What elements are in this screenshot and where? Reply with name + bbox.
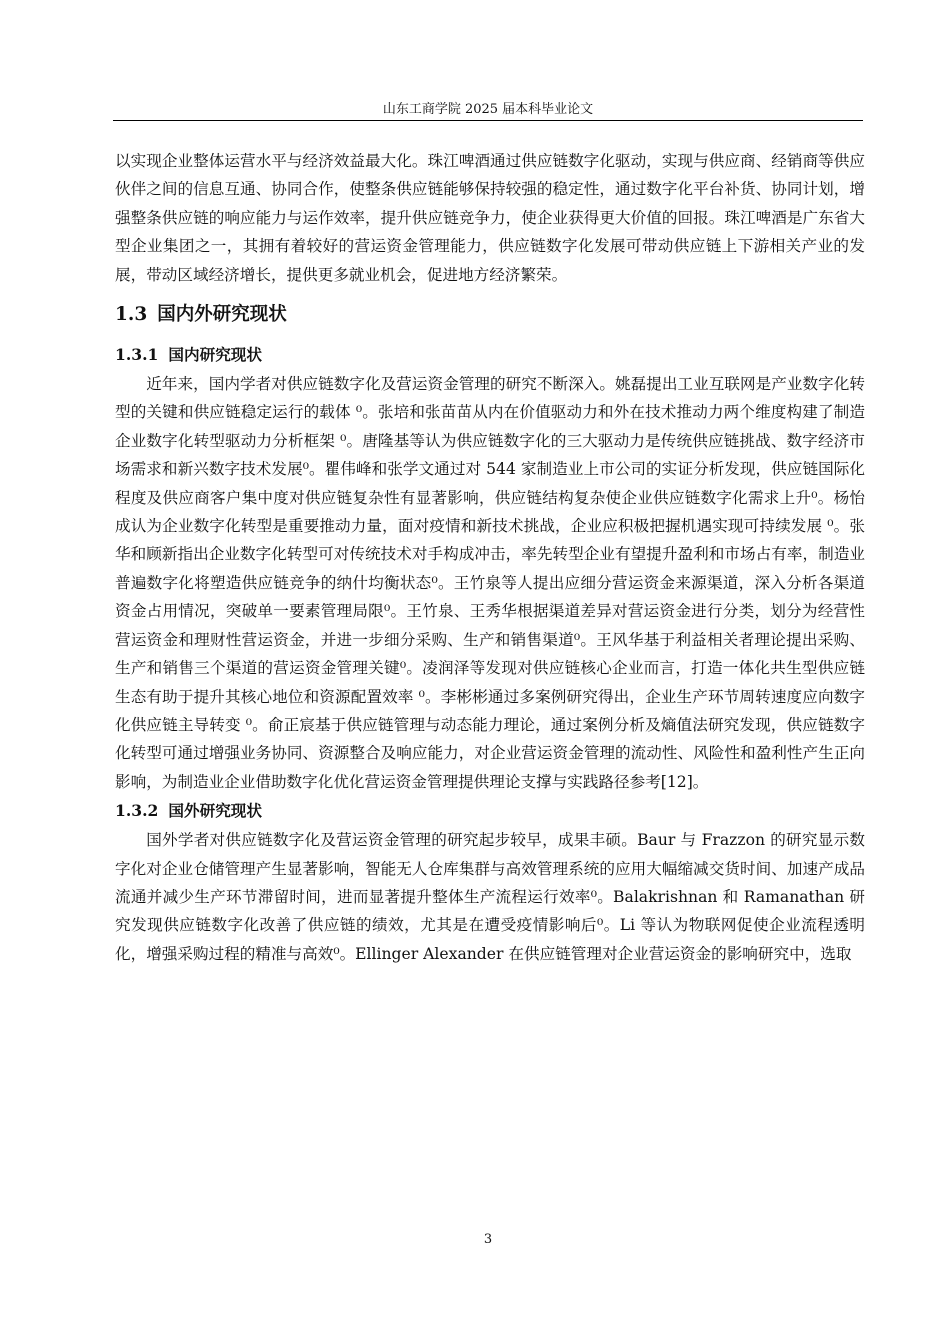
subsection-title: 国外研究现状 (168, 801, 262, 821)
page-body (115, 147, 865, 968)
domestic-paragraph: 近年来，国内学者对供应链数字化及营运资金管理的研究不断深入。姚磊提出工业互联网是产业数字化转型的关键和供应链稳定运行的载体 ⁰。张培和张苗苗从内在价值驱动力和外在技术推动力两个维度构建了制造企业数字化转型驱动力分析框架 ⁰。唐隆基等认为供应链数字化的三大驱动力是传统供应链挑战、数字经济市场需求和新兴数字技术发展⁰。瞿伟峰和张学文通过对 544 家制造业上市公司的实证分析发现，供应链国际化程度及供应商客户集中度对供应链复杂性有显著影响，供应链结构复杂使企业供应链数字化需求上升⁰。杨怡成认为企业数字化转型是重要推动力量，面对疫情和新技术挑战，企业应积极把握机遇实现可持续发展 ⁰。张华和顾新指出企业数字化转型可对传统技术对手构成冲击，率先转型企业有望提升盈利和市场占有率，制造业普遍数字化将塑造供应链竞争的纳什均衡状态⁰。王竹泉等人提出应细分营运资金来源渠道，深入分析各渠道资金占用情况，突破单一要素管理局限⁰。王竹泉、王秀华根据渠道差异对营运资金进行分类，划分为经营性营运资金和理财性营运资金，并进一步细分采购、生产和销售渠道⁰。王风华基于利益相关者理论提出采购、生产和销售三个渠道的营运资金管理关键⁰。凌润泽等发现对供应链核心企业而言，打造一体化共生型供应链生态有助于提升其核心地位和资源配置效率 ⁰。李彬彬通过多案例研究得出，企业生产环节周转速度应向数字化供应链主导转变 ⁰。俞正宸基于供应链管理与动态能力理论，通过案例分析及熵值法研究发现，供应链数字化转型可通过增强业务协同、资源整合及响应能力，对企业营运资金管理的流动性、风险性和盈利性产生正向影响，为制造业企业借助数字化优化营运资金管理提供理论支撑与实践路径参考[12]。 (115, 375, 865, 791)
section-title: 国内外研究现状 (157, 304, 287, 326)
subsection-heading-foreign (115, 796, 865, 826)
subsection-title: 国内研究现状 (168, 345, 262, 365)
header-rule (113, 120, 863, 121)
running-header: 山东工商学院 2025 届本科毕业论文 (382, 102, 594, 117)
subsection-number: 1.3.2 (115, 801, 159, 821)
section-number: 1.3 (115, 304, 148, 326)
subsection-heading-domestic (115, 340, 865, 370)
subsection-number: 1.3.1 (115, 345, 159, 365)
section-heading (115, 300, 865, 330)
intro-paragraph: 以实现企业整体运营水平与经济效益最大化。珠江啤酒通过供应链数字化驱动，实现与供应商、经销商等供应伙伴之间的信息互通、协同合作，使整条供应链能够保持较强的稳定性，通过数字化平台补货、协同计划，增强整条供应链的响应能力与运作效率，提升供应链竞争力，使企业获得更大价值的回报。珠江啤酒是广东省大型企业集团之一，其拥有着较好的营运资金管理能力，供应链数字化发展可带动供应链上下游相关产业的发展，带动区域经济增长，提供更多就业机会，促进地方经济繁荣。 (115, 152, 865, 284)
page-number: 3 (483, 1232, 493, 1247)
foreign-paragraph: 国外学者对供应链数字化及营运资金管理的研究起步较早，成果丰硕。Baur 与 Frazzon 的研究显示数字化对企业仓储管理产生显著影响，智能无人仓库集群与高效管理系统的应用大幅缩减交货时间、加速产成品流通并减少生产环节滞留时间，进而显著提升整体生产流程运行效率⁰。Balakrishnan 和 Ramanathan 研究发现供应链数字化改善了供应链的绩效，尤其是在遭受疫情影响后⁰。Li 等认为物联网促使企业流程透明化，增强采购过程的精准与高效⁰。Ellinger Alexander 在供应链管理对企业营运资金的影响研究中，选取 (115, 831, 865, 963)
